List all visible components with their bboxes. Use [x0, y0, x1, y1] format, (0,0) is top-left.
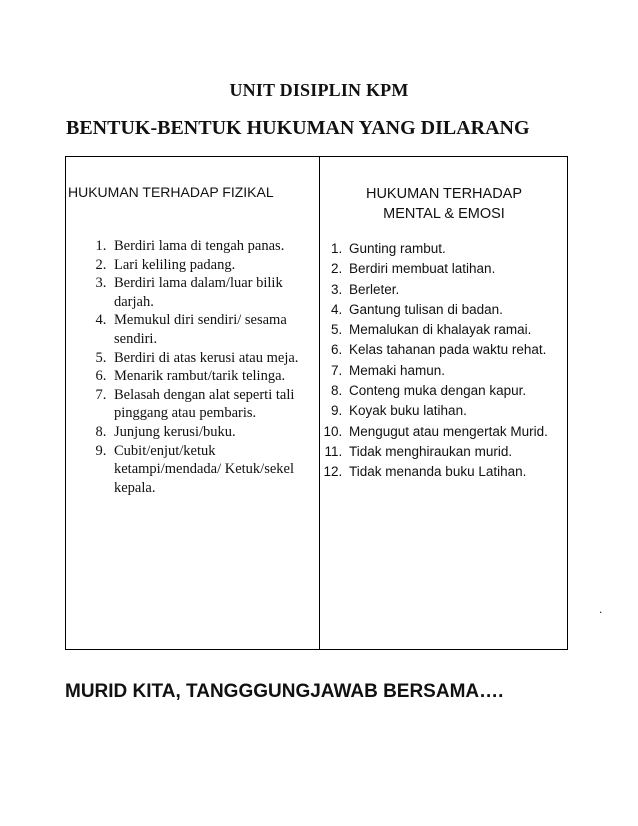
list-item: 1. Berdiri lama di tengah panas.	[110, 237, 319, 256]
list-item: 5. Berdiri di atas kerusi atau meja.	[110, 349, 319, 368]
physical-header: HUKUMAN TERHADAP FIZIKAL	[68, 184, 274, 200]
list-item: 3. Berdiri lama dalam/luar bilik darjah.	[110, 274, 319, 311]
column-divider	[319, 157, 320, 649]
list-item: 2. Lari keliling padang.	[110, 256, 319, 275]
list-item: 6. Menarik rambut/tarik telinga.	[110, 367, 319, 386]
list-item: 12. Tidak menanda buku Latihan.	[346, 462, 567, 482]
list-item: 7. Belasah dengan alat seperti tali pinggang atau pembaris.	[110, 386, 319, 423]
footer-slogan: MURID KITA, TANGGGUNGJAWAB BERSAMA….	[65, 681, 504, 702]
list-item: 8. Junjung kerusi/buku.	[110, 423, 319, 442]
physical-list	[66, 237, 319, 497]
list-item: 4. Memukul diri sendiri/ sesama sendiri.	[110, 311, 319, 348]
list-item: 3. Berleter.	[346, 280, 567, 300]
list-item: 5. Memalukan di khalayak ramai.	[346, 320, 567, 340]
list-item: 11. Tidak menghiraukan murid.	[346, 442, 567, 462]
punishment-table	[65, 156, 603, 650]
list-item: 8. Conteng muka dengan kapur.	[346, 381, 567, 401]
mental-header-line-2: MENTAL & EMOSI	[383, 206, 505, 222]
mental-header-line-1: HUKUMAN TERHADAP	[365, 186, 523, 202]
page-subtitle: BENTUK-BENTUK HUKUMAN YANG DILARANG	[66, 117, 530, 139]
physical-column	[66, 157, 319, 497]
list-item: 7. Memaki hamun.	[346, 361, 567, 381]
mental-emotional-column	[321, 157, 603, 616]
mental-emotional-header	[321, 184, 567, 224]
list-item: 9. Koyak buku latihan.	[346, 401, 567, 421]
list-item: 1. Gunting rambut.	[346, 239, 567, 259]
page-title: UNIT DISIPLIN KPM	[229, 80, 409, 100]
mental-emotional-list	[321, 239, 567, 483]
list-item: 4. Gantung tulisan di badan.	[346, 300, 567, 320]
list-item: 9. Cubit/enjut/ketuk ketampi/mendada/ Ketuk/sekel kepala.	[110, 442, 319, 498]
list-item: 6. Kelas tahanan pada waktu rehat.	[346, 340, 567, 360]
trailing-mark: .	[599, 602, 603, 616]
list-item: 2. Berdiri membuat latihan.	[346, 259, 567, 279]
list-item: 10. Mengugut atau mengertak Murid.	[346, 422, 567, 442]
